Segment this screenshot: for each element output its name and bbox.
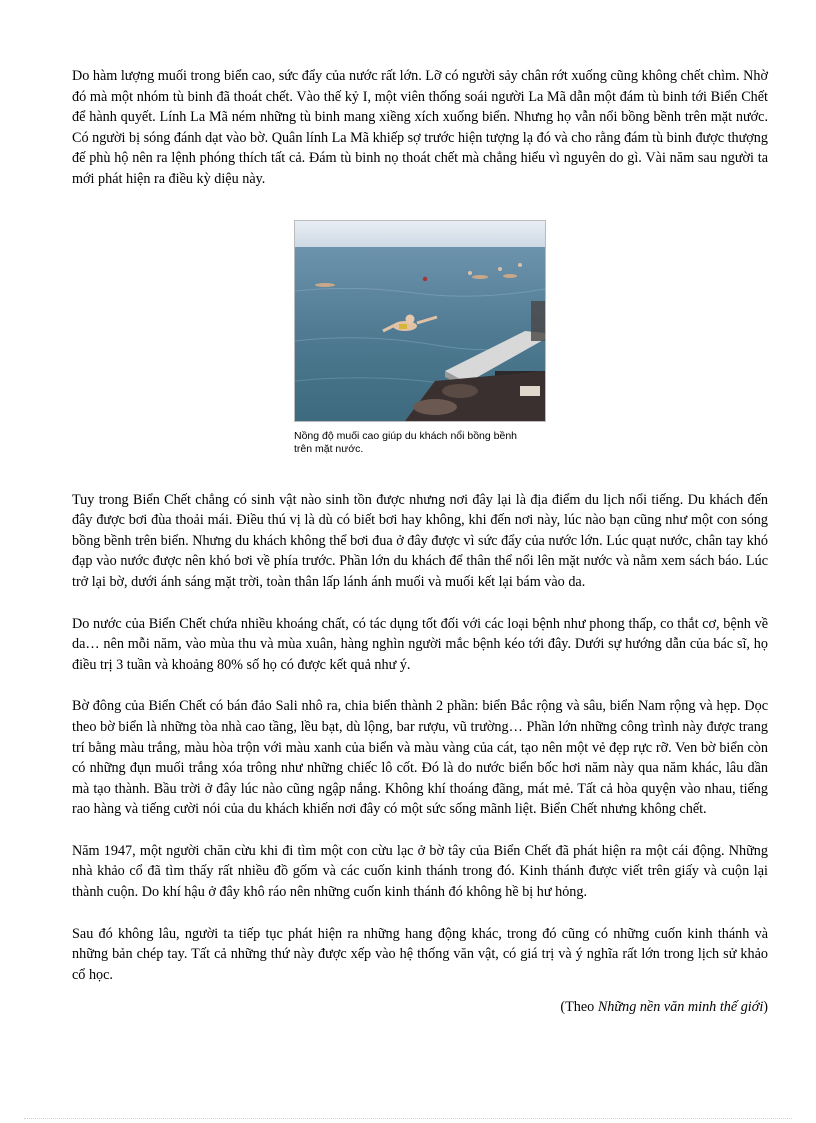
- source-title: Những nền văn minh thế giới: [597, 999, 764, 1016]
- paragraph-later-discoveries: Sau đó không lâu, người ta tiếp tục phát hiện ra những hang động khác, trong đó cũng có những cuốn kinh thánh và những bản chép tay. Tất cả những thứ này được xếp vào hệ thống văn vật, có giá trị và ý nghĩa rất lớn trong lịch sử khảo cổ học.: [72, 925, 768, 983]
- figure: [294, 220, 546, 456]
- dead-sea-photo: [294, 220, 546, 422]
- source-prefix: (Theo: [560, 999, 598, 1016]
- source-suffix: ): [763, 999, 768, 1016]
- paragraph-1947-discovery: Năm 1947, một người chăn cừu khi đi tìm một con cừu lạc ở bờ tây của Biển Chết đã phát hiện ra một cái động. Những nhà khảo cổ đã tìm thấy rất nhiều đồ gốm và các cuốn kinh thánh trong đó. Kinh thánh được viết trên giấy và cuộn lại thành cuộn. Do khí hậu ở đây khô ráo nên những cuốn kinh thánh đó không hề bị hư hỏng.: [72, 842, 768, 901]
- paragraph-minerals: Do nước của Biển Chết chứa nhiều khoáng chất, có tác dụng tốt đối với các loại bệnh như phong thấp, co thắt cơ, bệnh về da… nên mỗi năm, vào mùa thu và mùa xuân, hàng nghìn người mắc bệnh kéo tới đây. Dưới sự hướng dẫn của bác sĩ, họ điều trị 3 tuần và khoảng 80% số họ có được kết quả như ý.: [72, 615, 768, 673]
- paragraph-tourism: Tuy trong Biển Chết chẳng có sinh vật nào sinh tồn được nhưng nơi đây lại là địa điểm du lịch nổi tiếng. Du khách đến đây được bơi đùa thoải mái. Điều thú vị là dù có biết bơi hay không, khi đến nơi này, lúc nào bạn cũng như một con sóng bồng bềnh trên biển. Nhưng du khách không thể bơi đua ở đây được vì sức đẩy của nước lớn. Lúc quạt nước, chân tay khó đạp vào nước được nên khó bơi về phía trước. Phần lớn du khách để thân thể nổi lên mặt nước và nằm xem sách báo. Lúc trở lại bờ, dưới ánh sáng mặt trời, toàn thân lấp lánh ánh muối và muối kết lại bám vào da.: [72, 491, 768, 590]
- paragraph-east-shore: Bờ đông của Biển Chết có bán đảo Sali nhô ra, chia biển thành 2 phần: biển Bắc rộng và sâu, biển Nam rộng và hẹp. Dọc theo bờ biển là những tòa nhà cao tầng, lều bạt, dù lộng, bar rượu, vũ trường… Phần lớn những công trình này được trang trí bằng màu trắng, màu hòa trộn với màu xanh của biển và màu vàng của cát, tạo nên một vẻ đẹp rực rỡ. Ven bờ biển còn có những đụn muối trắng xóa trông như những chiếc lô cốt. Đó là do nước biển bốc hơi năm này qua năm khác, lâu dần mà tạo thành. Bầu trời ở đây lúc nào cũng ngập nắng. Không khí thoáng đãng, mát mẻ. Tất cả hòa quyện vào nhau, tiếng rao hàng và tiếng cười nói của du khách khiến nơi đây có một sức sống mãnh liệt. Biển Chết nhưng không chết.: [72, 698, 768, 818]
- figure-caption: Nồng độ muối cao giúp du khách nổi bồng bềnh trên mặt nước.: [294, 429, 518, 455]
- document-page: [72, 66, 768, 1018]
- source-citation: [72, 997, 768, 1018]
- paragraph-salt-buoyancy: Do hàm lượng muối trong biển cao, sức đẩy của nước rất lớn. Lỡ có người sảy chân rớt xuống cũng không chết chìm. Nhờ đó mà một nhóm tù binh đã thoát chết. Vào thế kỷ I, một viên thống soái người La Mã dẫn một đám tù binh tới Biển Chết để hành quyết. Lính La Mã ném những tù binh mang xiềng xích xuống biển. Nhưng họ vẫn nổi bồng bềnh trên mặt nước. Có người bị sóng đánh dạt vào bờ. Quân lính La Mã khiếp sợ trước hiện tượng lạ đó và cho rằng đám tù binh được thượng đế phù hộ nên ra lệnh phóng thích tất cả. Đám tù binh nọ thoát chết mà chẳng hiểu vì nguyên do gì. Vài năm sau người ta mới phát hiện ra điều kỳ diệu này.: [72, 68, 768, 187]
- page-bottom-border: [24, 1118, 792, 1119]
